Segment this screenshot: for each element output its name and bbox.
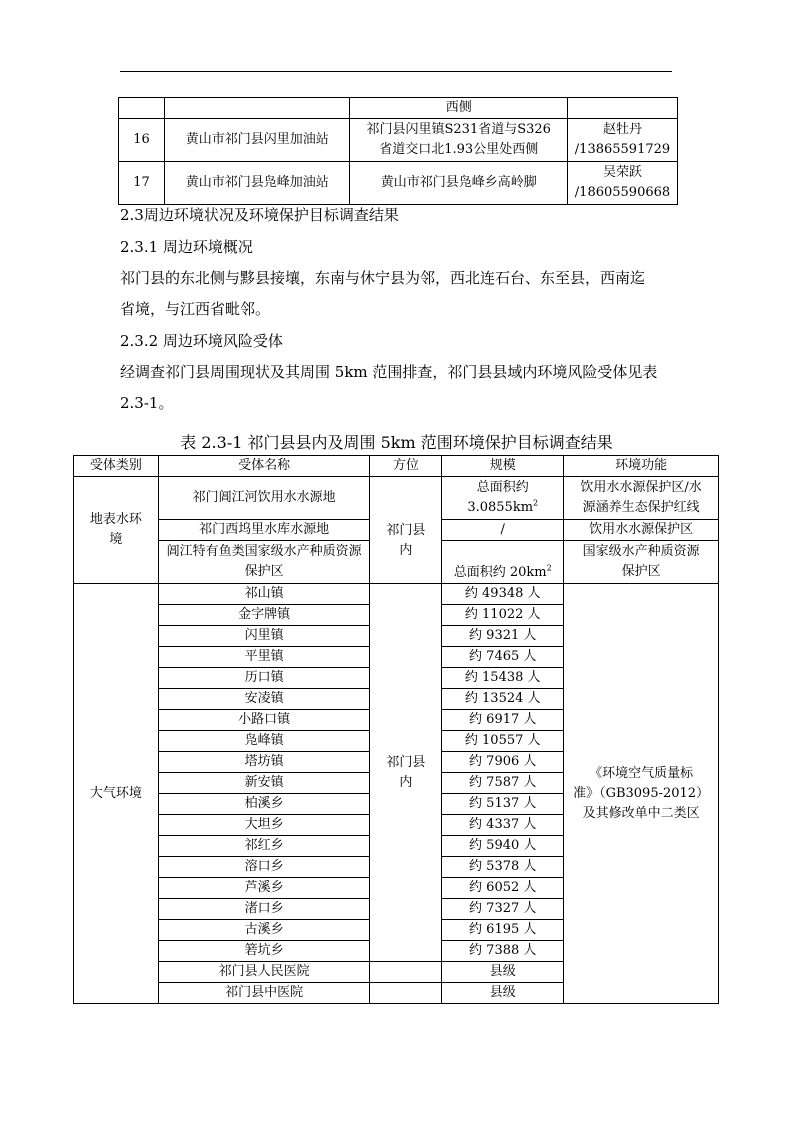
receptor-name: 塔坊镇 xyxy=(158,752,370,773)
receptor-name: 祁门县人民医院 xyxy=(158,962,370,983)
scale-cell: 约 7388 人 xyxy=(442,941,564,962)
function-cell: 国家级水产种质资源 保护区 xyxy=(564,541,719,584)
receptor-name: 芦溪乡 xyxy=(158,878,370,899)
scale-cell: 约 7327 人 xyxy=(442,899,564,920)
receptor-name: 金字牌镇 xyxy=(158,605,370,626)
receptor-name: 闪里镇 xyxy=(158,626,370,647)
header-cell: 方位 xyxy=(370,456,442,477)
receptor-name: 历口镇 xyxy=(158,668,370,689)
station-name: 黄山市祁门县凫峰加油站 xyxy=(164,162,350,205)
address-continuation: 西侧 xyxy=(350,98,568,119)
station-address: 祁门县闪里镇S231省道与S326 省道交口北1.93公里处西侧 xyxy=(350,119,568,162)
receptor-name: 祁门西坞里水库水源地 xyxy=(158,520,370,541)
receptor-name: 阊江特有鱼类国家级水产种质资源 保护区 xyxy=(158,541,370,584)
category-cell: 地表水环 境 xyxy=(74,477,159,584)
receptor-name: 溶口乡 xyxy=(158,857,370,878)
scale-cell: 约 6052 人 xyxy=(442,878,564,899)
scale-cell: 约 13524 人 xyxy=(442,689,564,710)
scale-cell: 约 15438 人 xyxy=(442,668,564,689)
station-address: 黄山市祁门县凫峰乡高岭脚 xyxy=(350,162,568,205)
scale-cell: 县级 xyxy=(442,962,564,983)
subsection-heading: 2.3.1 周边环境概况 xyxy=(120,238,253,256)
subsection-heading: 2.3.2 周边环境风险受体 xyxy=(120,332,283,350)
table-row xyxy=(119,98,678,119)
table-row xyxy=(74,584,719,605)
direction-cell: 祁门县 内 xyxy=(370,584,442,962)
scale-cell: 总面积约 $3.0855km^2$ xyxy=(442,477,564,520)
scale-cell: 约 11022 人 xyxy=(442,605,564,626)
header-cell: 环境功能 xyxy=(564,456,719,477)
receptor-name: 祁门县中医院 xyxy=(158,983,370,1004)
row-number: 17 xyxy=(119,162,165,205)
table-row xyxy=(119,162,678,205)
scale-cell: 约 7465 人 xyxy=(442,647,564,668)
scale-cell: 约 7906 人 xyxy=(442,752,564,773)
scale-cell: / xyxy=(442,520,564,541)
scale-cell: 约 9321 人 xyxy=(442,626,564,647)
receptor-name: 新安镇 xyxy=(158,773,370,794)
table-caption: 表 2.3-1 祁门县县内及周围 5km 范围环境保护目标调查结果 xyxy=(180,433,613,452)
station-name: 黄山市祁门县闪里加油站 xyxy=(164,119,350,162)
scale-cell: 总面积约 $20km^2$ xyxy=(442,541,564,584)
receptor-name: 祁山镇 xyxy=(158,584,370,605)
header-cell: 规模 xyxy=(442,456,564,477)
scale-cell: 县级 xyxy=(442,983,564,1004)
function-cell: 饮用水水源保护区/水 源涵养生态保护红线 xyxy=(564,477,719,520)
paragraph-line: 经调查祁门县周围现状及其周围 5km 范围排查，祁门县县域内环境风险受体见表 xyxy=(120,363,658,381)
receptor-name: 安凌镇 xyxy=(158,689,370,710)
receptor-name: 凫峰镇 xyxy=(158,731,370,752)
receptor-name: 平里镇 xyxy=(158,647,370,668)
receptor-name: 祁红乡 xyxy=(158,836,370,857)
paragraph-line: 祁门县的东北侧与黟县接壤，东南与休宁县为邻，西北连石台、东至县，西南迄 xyxy=(120,269,646,287)
paragraph-line: 2.3-1。 xyxy=(120,394,174,412)
receptor-name: 箬坑乡 xyxy=(158,941,370,962)
header-cell: 受体名称 xyxy=(158,456,370,477)
function-cell: 饮用水水源保护区 xyxy=(564,520,719,541)
receptor-name: 古溪乡 xyxy=(158,920,370,941)
receptor-name: 大坦乡 xyxy=(158,815,370,836)
receptor-name: 柏溪乡 xyxy=(158,794,370,815)
table-row xyxy=(119,119,678,162)
direction-cell: 祁门县 内 xyxy=(370,477,442,584)
scale-cell: 约 5940 人 xyxy=(442,836,564,857)
scale-cell: 约 5137 人 xyxy=(442,794,564,815)
gas-station-table xyxy=(118,97,678,205)
table-header-row xyxy=(74,456,719,477)
scale-cell: 约 4337 人 xyxy=(442,815,564,836)
scale-cell: 约 5378 人 xyxy=(442,857,564,878)
table-row xyxy=(74,477,719,520)
paragraph-line: 省境，与江西省毗邻。 xyxy=(120,300,271,318)
receptor-name: 小路口镇 xyxy=(158,710,370,731)
scale-cell: 约 7587 人 xyxy=(442,773,564,794)
station-contact: 赵牡丹 /13865591729 xyxy=(567,119,677,162)
station-contact: 吴荣跃 /18605590668 xyxy=(567,162,677,205)
function-cell: 《环境空气质量标 准》（GB3095-2012） 及其修改单中二类区 xyxy=(564,584,719,1004)
header-cell: 受体类别 xyxy=(74,456,159,477)
category-cell: 大气环境 xyxy=(74,584,159,1004)
receptor-name: 渚口乡 xyxy=(158,899,370,920)
scale-cell: 约 49348 人 xyxy=(442,584,564,605)
scale-cell: 约 6195 人 xyxy=(442,920,564,941)
scale-cell: 约 6917 人 xyxy=(442,710,564,731)
receptor-name: 祁门阊江河饮用水水源地 xyxy=(158,477,370,520)
row-number: 16 xyxy=(119,119,165,162)
section-heading: 2.3周边环境状况及环境保护目标调查结果 xyxy=(120,206,399,224)
scale-cell: 约 10557 人 xyxy=(442,731,564,752)
page-header-rule xyxy=(120,71,672,72)
protection-target-table xyxy=(73,455,719,1004)
